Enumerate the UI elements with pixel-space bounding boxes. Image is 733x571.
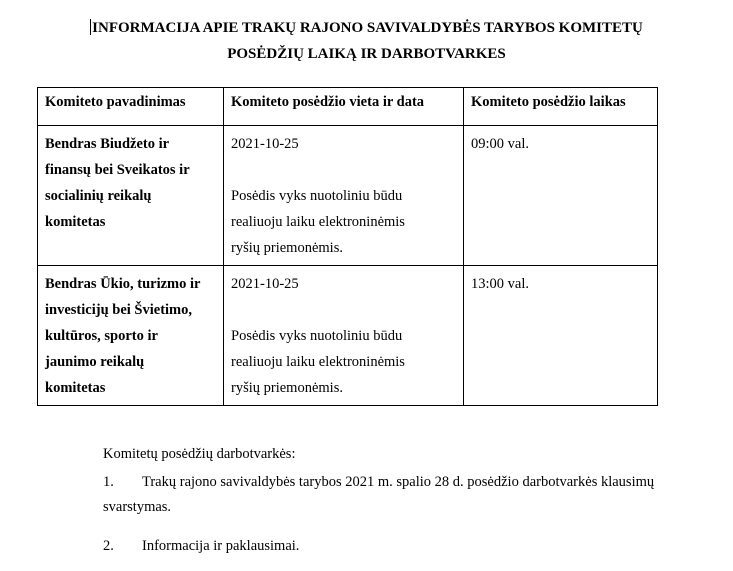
- meeting-date: 2021-10-25: [231, 136, 299, 152]
- committee-name-line: socialinių reikalų: [45, 188, 152, 204]
- meeting-time-cell: 09:00 val.: [464, 126, 658, 266]
- spacer: [231, 157, 456, 183]
- meeting-place-line: realiuoju laiku elektroninėmis: [231, 354, 405, 370]
- committee-name-line: finansų bei Sveikatos ir: [45, 162, 190, 178]
- meeting-place-line: Posėdis vyks nuotoliniu būdu: [231, 188, 403, 204]
- committee-name-line: Bendras Biudžeto ir: [45, 136, 170, 152]
- meeting-time-cell: 13:00 val.: [464, 266, 658, 406]
- agenda-item-number: 2.: [103, 538, 114, 554]
- agenda-item-text: Trakų rajono savivaldybės tarybos 2021 m. spalio 28 d. posėdžio darbotvarkės klausimų: [142, 474, 655, 490]
- document-title-line-1: [0, 19, 733, 37]
- committee-name-line: kultūros, sporto ir: [45, 328, 158, 344]
- header-committee-name: Komiteto pavadinimas: [38, 88, 224, 126]
- text-cursor: [90, 19, 91, 35]
- spacer: [231, 297, 456, 323]
- committee-name-line: komitetas: [45, 214, 106, 230]
- meeting-place-line: ryšių priemonėmis.: [231, 240, 343, 256]
- committee-name-line: Bendras Ūkio, turizmo ir: [45, 276, 201, 292]
- committee-schedule-table: [37, 87, 658, 406]
- meeting-place-line: ryšių priemonėmis.: [231, 380, 343, 396]
- document-title-line-2: POSĖDŽIŲ LAIKĄ IR DARBOTVARKES: [227, 46, 506, 62]
- committee-name-cell: [38, 266, 224, 406]
- place-date-cell: [224, 266, 464, 406]
- meeting-place-line: realiuoju laiku elektroninėmis: [231, 214, 405, 230]
- place-date-cell: [224, 126, 464, 266]
- agenda-title: Komitetų posėdžių darbotvarkės:: [103, 446, 296, 462]
- document-title-text-1: INFORMACIJA APIE TRAKŲ RAJONO SAVIVALDYBĖS TARYBOS KOMITETŲ: [92, 20, 643, 36]
- meeting-date: 2021-10-25: [231, 276, 299, 292]
- agenda-item-continuation: svarstymas.: [103, 499, 172, 515]
- agenda-item-number: 1.: [103, 474, 114, 490]
- committee-name-cell: [38, 126, 224, 266]
- header-time: Komiteto posėdžio laikas: [464, 88, 658, 126]
- table-row: [38, 266, 658, 406]
- agenda-item-text: Informacija ir paklausimai.: [142, 538, 300, 554]
- committee-name-line: komitetas: [45, 380, 106, 396]
- committee-name-line: jaunimo reikalų: [45, 354, 145, 370]
- header-place-date: Komiteto posėdžio vieta ir data: [224, 88, 464, 126]
- committee-name-line: investicijų bei Švietimo,: [45, 302, 193, 318]
- table-row: [38, 126, 658, 266]
- table-header-row: [38, 88, 658, 126]
- meeting-place-line: Posėdis vyks nuotoliniu būdu: [231, 328, 403, 344]
